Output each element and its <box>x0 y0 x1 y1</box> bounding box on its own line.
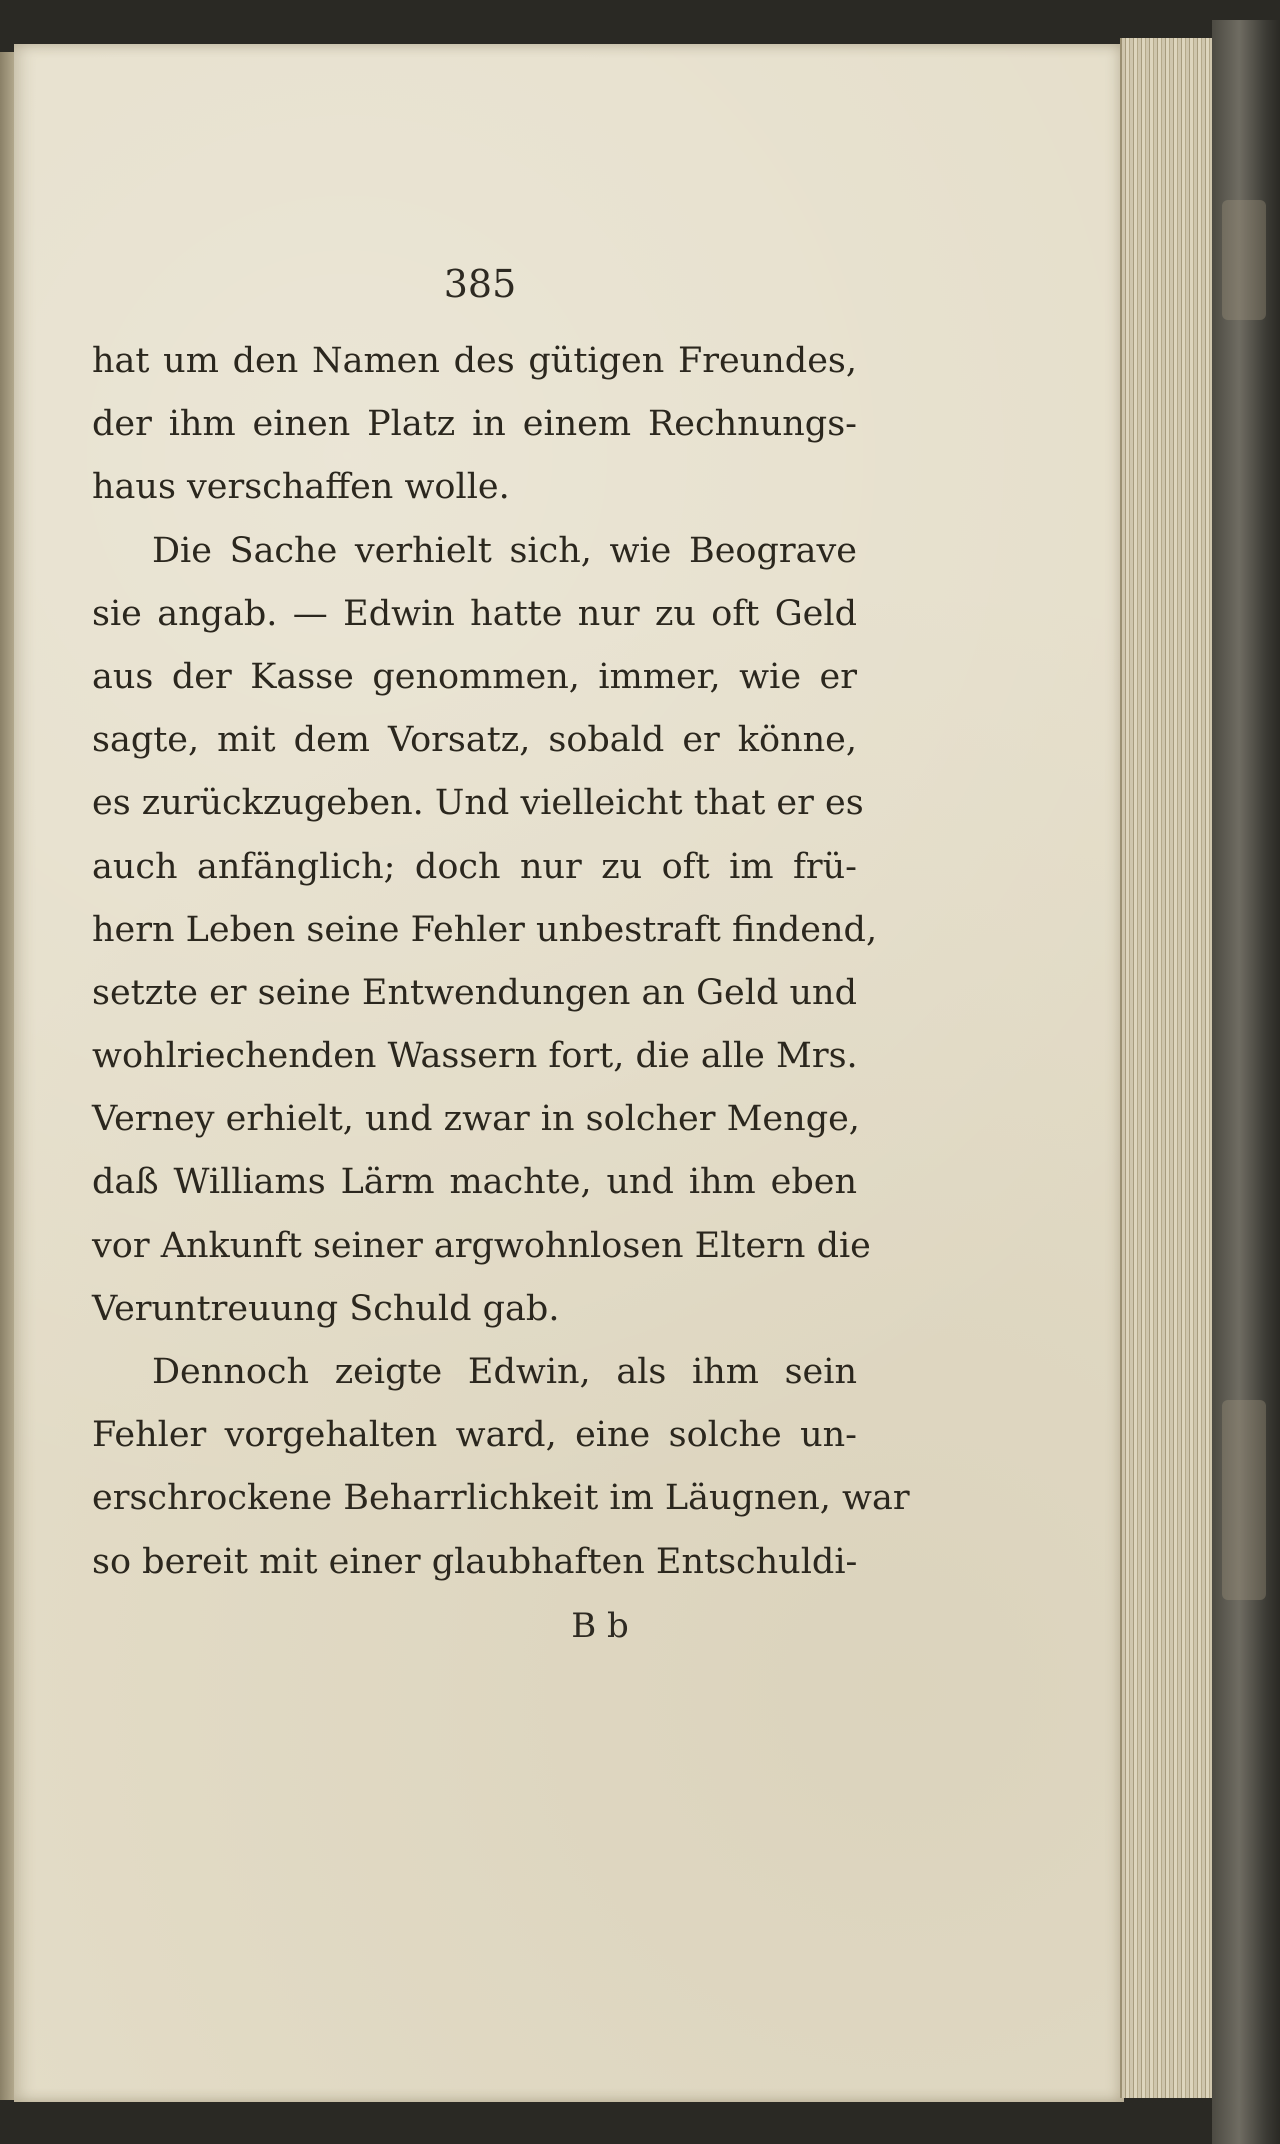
text-line: vor Ankunft seiner argwohnlosen Eltern die <box>92 1225 871 1266</box>
book-cover-edge <box>1212 20 1280 2144</box>
body-text <box>92 330 910 1594</box>
cover-wear-mark <box>1222 1400 1266 1600</box>
text-line: daß Williams Lärm machte, und ihm eben <box>92 1162 857 1203</box>
text-line: Veruntreuung Schuld gab. <box>92 1288 560 1329</box>
text-line: so bereit mit einer glaubhaften Entschuldi- <box>92 1541 858 1582</box>
text-line: auch anfänglich; doch nur zu oft im frü- <box>92 846 857 887</box>
text-line: Die Sache verhielt sich, wie Beograve <box>152 530 857 571</box>
text-line: setzte er seine Entwendungen an Geld und <box>92 972 857 1013</box>
text-line: der ihm einen Platz in einem Rechnungs- <box>92 404 857 445</box>
text-line: Dennoch zeigte Edwin, als ihm sein <box>152 1352 857 1392</box>
text-line: Verney erhielt, und zwar in solcher Menge, <box>92 1099 860 1140</box>
text-line: haus verschaffen wolle. <box>92 467 510 508</box>
text-line: hat um den Namen des gütigen Freundes, <box>92 341 857 381</box>
page-stack-edges <box>1120 38 1214 2098</box>
text-line: erschrockene Beharrlichkeit im Läugnen, war <box>92 1478 910 1519</box>
signature-mark: B b <box>571 1606 629 1646</box>
text-line: es zurückzugeben. Und vielleicht that er es <box>92 783 864 824</box>
text-line: sagte, mit dem Vorsatz, sobald er könne, <box>92 720 857 761</box>
text-line: hern Leben seine Fehler unbestraft findend, <box>92 909 878 950</box>
page-number: 385 <box>443 262 517 306</box>
text-line: Fehler vorgehalten ward, eine solche un- <box>92 1415 857 1456</box>
cover-wear-mark <box>1222 200 1266 320</box>
text-line: aus der Kasse genommen, immer, wie er <box>92 656 857 697</box>
text-line: wohlriechenden Wassern fort, die alle Mrs. <box>92 1036 858 1077</box>
text-line: sie angab. — Edwin hatte nur zu oft Geld <box>92 593 857 634</box>
